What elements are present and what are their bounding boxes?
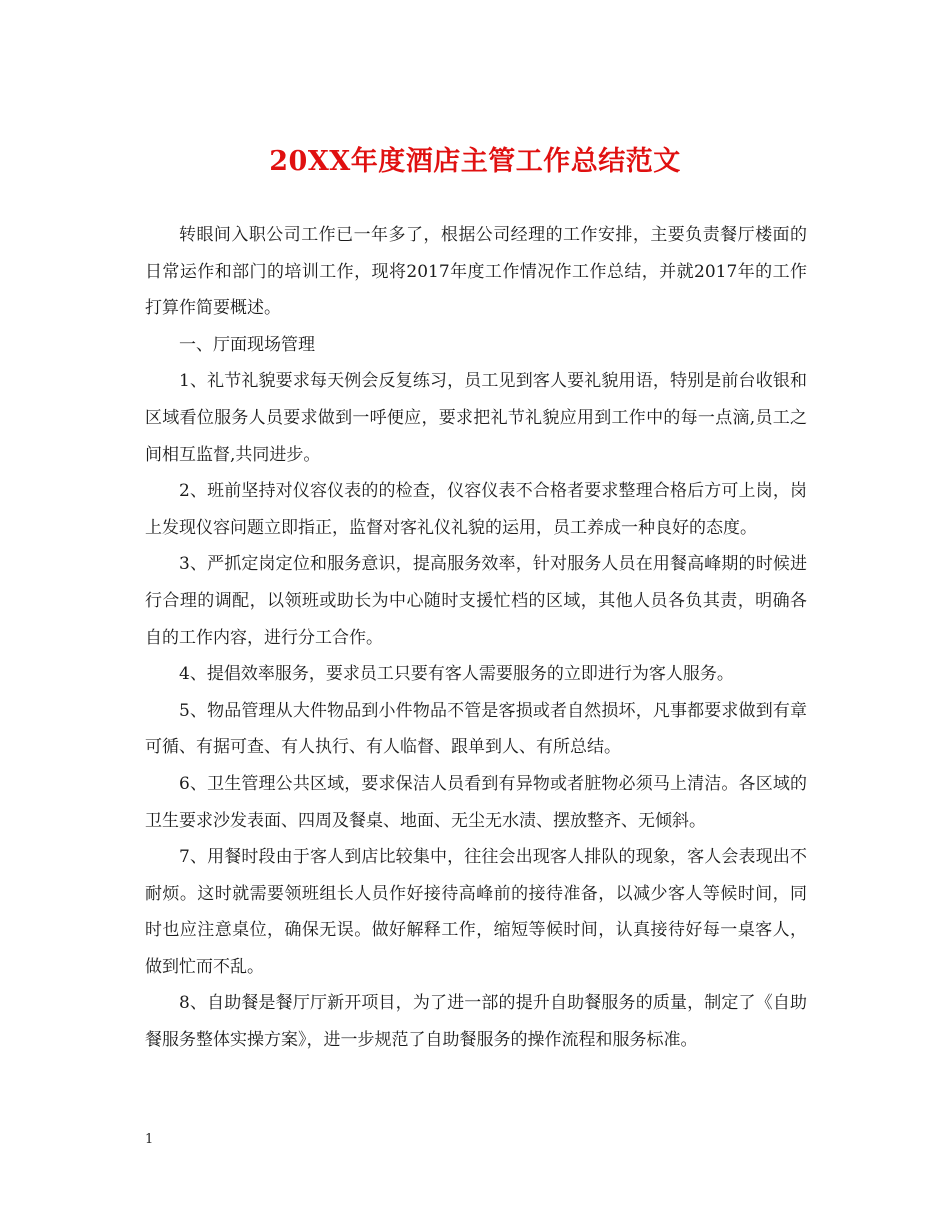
paragraph-item-1: 1、礼节礼貌要求每天例会反复练习，员工见到客人要礼貌用语，特别是前台收银和区域看位服务人员要求做到一呼便应，要求把礼节礼貌应用到工作中的每一点滴,员工之间相互监督,共同进步。	[145, 371, 807, 465]
paragraph-item-4: 4、提倡效率服务，要求员工只要有客人需要服务的立即进行为客人服务。	[179, 664, 734, 685]
paragraph-item-8: 8、自助餐是餐厅厅新开项目，为了进一部的提升自助餐服务的质量，制定了《自助餐服务整体实操方案》，进一步规范了自助餐服务的操作流程和服务标准。	[145, 993, 807, 1051]
paragraph-intro: 转眼间入职公司工作已一年多了，根据公司经理的工作安排，主要负责餐厅楼面的日常运作和部门的培训工作，现将2017年度工作情况作工作总结，并就2017年的工作打算作简要概述。	[145, 225, 807, 319]
section-heading-floor-management: 一、厅面现场管理	[179, 334, 315, 355]
document-body	[145, 217, 807, 1059]
paragraph-item-2: 2、班前坚持对仪容仪表的的检查，仪容仪表不合格者要求整理合格后方可上岗，岗上发现仪容问题立即指正，监督对客礼仪礼貌的运用，员工养成一种良好的态度。	[145, 481, 807, 538]
paragraph-item-5: 5、物品管理从大件物品到小件物品不管是客损或者自然损坏，凡事都要求做到有章可循、有据可查、有人执行、有人临督、跟单到人、有所总结。	[145, 700, 807, 758]
paragraph-item-3: 3、严抓定岗定位和服务意识，提高服务效率，针对服务人员在用餐高峰期的时候进行合理的调配，以领班或助长为中心随时支援忙档的区域，其他人员各负其责，明确各自的工作内容，进行分工合作。	[145, 554, 807, 648]
paragraph-item-7: 7、用餐时段由于客人到店比较集中，往往会出现客人排队的现象，客人会表现出不耐烦。这时就需要领班组长人员作好接待高峰前的接待准备，以减少客人等候时间，同时也应注意桌位，确保无误。做好解释工作，缩短等候时间，认真接待好每一桌客人，做到忙而不乱。	[145, 847, 807, 977]
document-title: 20XX年度酒店主管工作总结范文	[269, 146, 681, 177]
paragraph-item-6: 6、卫生管理公共区域，要求保洁人员看到有异物或者脏物必须马上清洁。各区域的卫生要求沙发表面、四周及餐桌、地面、无尘无水渍、摆放整齐、无倾斜。	[145, 773, 807, 831]
page-number: 1	[145, 1132, 154, 1147]
